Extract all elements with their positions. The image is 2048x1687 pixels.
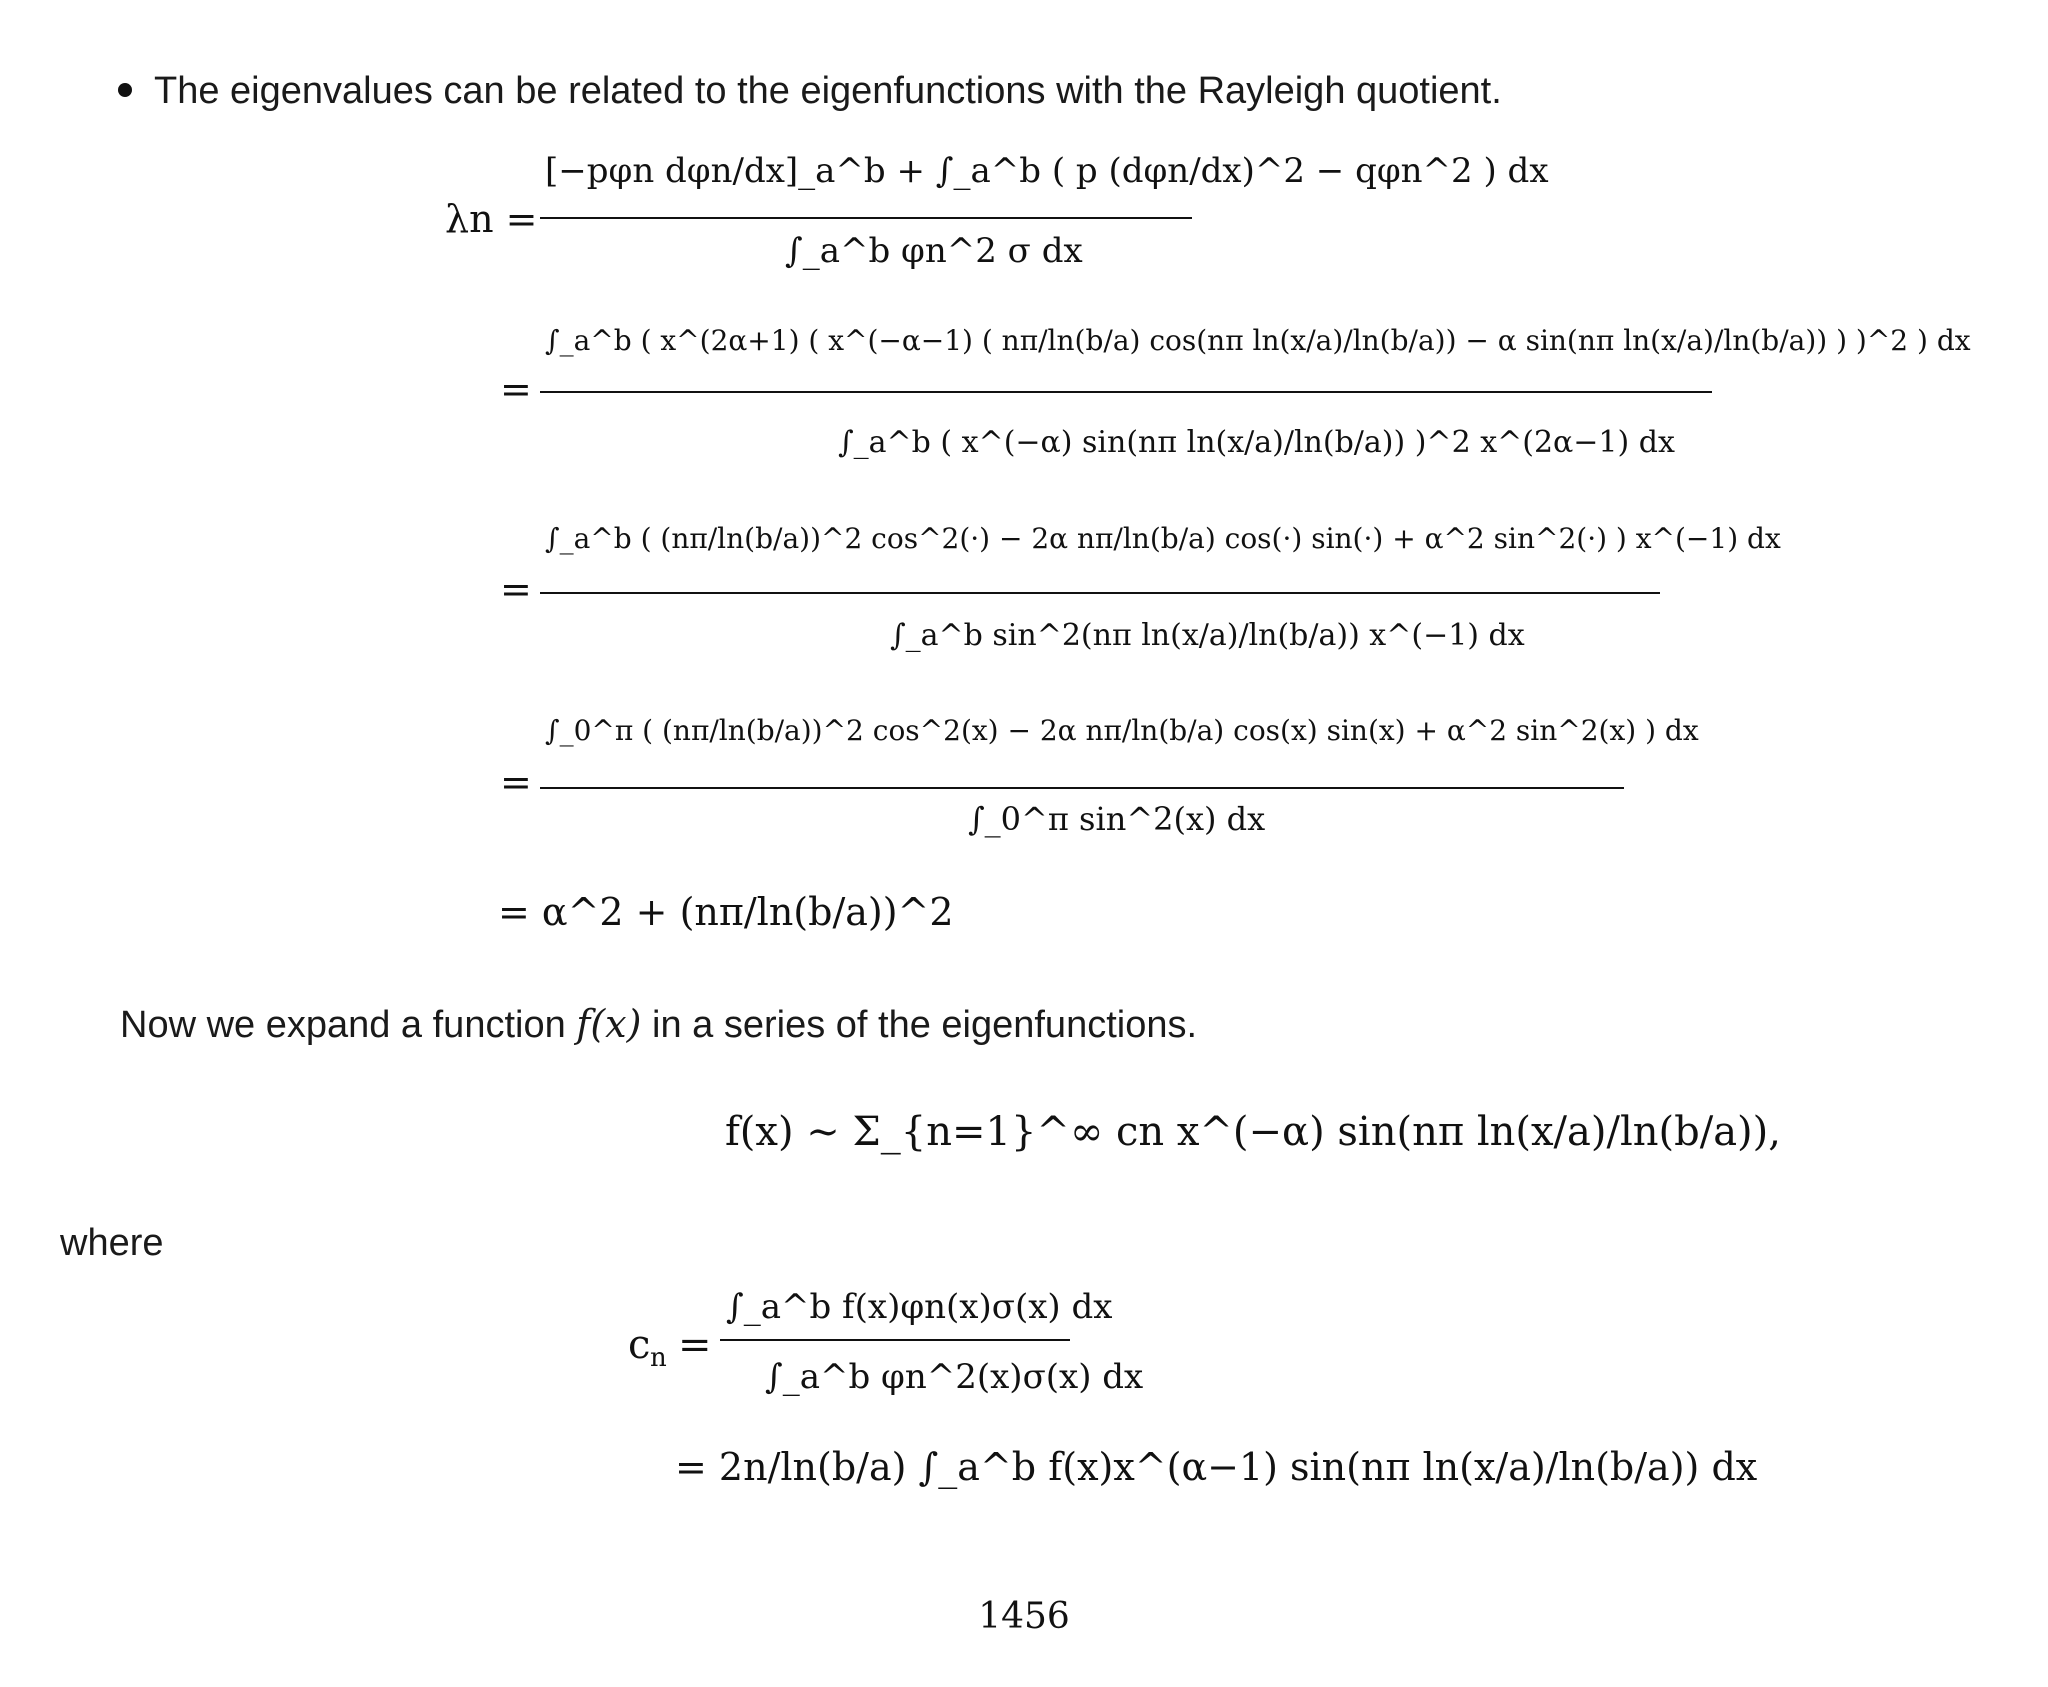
- svg-text:=: =: [500, 567, 532, 611]
- cn-block-2: [675, 1445, 1757, 1490]
- expand-func: f(x): [576, 1002, 642, 1046]
- svg-text:=: =: [500, 367, 532, 411]
- lambda-num-4: ∫_0^π ( (nπ/ln(b/a))^2 cos^2(x) − 2α nπ/ln(b/a) cos(x) sin(x) + α^2 sin^2(x) ) dx: [545, 714, 1699, 747]
- svg-text:=: =: [500, 760, 532, 804]
- lambda-lhs: λn =: [445, 197, 538, 241]
- lambda-den-4: ∫_0^π sin^2(x) dx: [968, 800, 1266, 838]
- expand-text-before: Now we expand a function: [120, 1004, 566, 1046]
- expand-text-after: in a series of the eigenfunctions.: [652, 1004, 1198, 1046]
- bullet-text: The eigenvalues can be related to the eigenfunctions with the Rayleigh quotient.: [154, 70, 1502, 112]
- lambda-den-2: ∫_a^b ( x^(−α) sin(nπ ln(x/a)/ln(b/a)) )^2 x^(2α−1) dx: [838, 425, 1675, 460]
- lambda-den-3: ∫_a^b sin^2(nπ ln(x/a)/ln(b/a)) x^(−1) dx: [890, 618, 1525, 653]
- cn-block-1: [628, 1287, 1143, 1397]
- lambda-num-2: ∫_a^b ( x^(2α+1) ( x^(−α−1) ( nπ/ln(b/a) cos(nπ ln(x/a)/ln(b/a)) − α sin(nπ ln(x/a)/ln(b/a)) ) )^2 ) dx: [545, 324, 1971, 357]
- svg-text:n: n: [650, 1343, 667, 1373]
- svg-text:=: =: [678, 1322, 712, 1368]
- svg-text:c: c: [628, 1322, 651, 1368]
- cn-den: ∫_a^b φn^2(x)σ(x) dx: [765, 1357, 1144, 1397]
- lambda-result-text: = α^2 + (nπ/ln(b/a))^2: [498, 890, 954, 934]
- series-text: f(x) ∼ Σ_{n=1}^∞ cn x^(−α) sin(nπ ln(x/a)/ln(b/a)),: [725, 1109, 1781, 1155]
- cn-num: ∫_a^b f(x)φn(x)σ(x) dx: [726, 1287, 1113, 1327]
- cn-result: = 2n/ln(b/a) ∫_a^b f(x)x^(α−1) sin(nπ ln(x/a)/ln(b/a)) dx: [675, 1445, 1758, 1489]
- where-label: where: [60, 1222, 164, 1264]
- lambda-den-1: ∫_a^b φn^2 σ dx: [785, 231, 1083, 271]
- lambda-num-3: ∫_a^b ( (nπ/ln(b/a))^2 cos^2(·) − 2α nπ/ln(b/a) cos(·) sin(·) + α^2 sin^2(·) ) x^(−1) dx: [545, 522, 1781, 555]
- lambda-num-1: [−pφn dφn/dx]_a^b + ∫_a^b ( p (dφn/dx)^2 − qφn^2 ) dx: [545, 151, 1549, 191]
- page-number: 1456: [978, 1596, 1070, 1637]
